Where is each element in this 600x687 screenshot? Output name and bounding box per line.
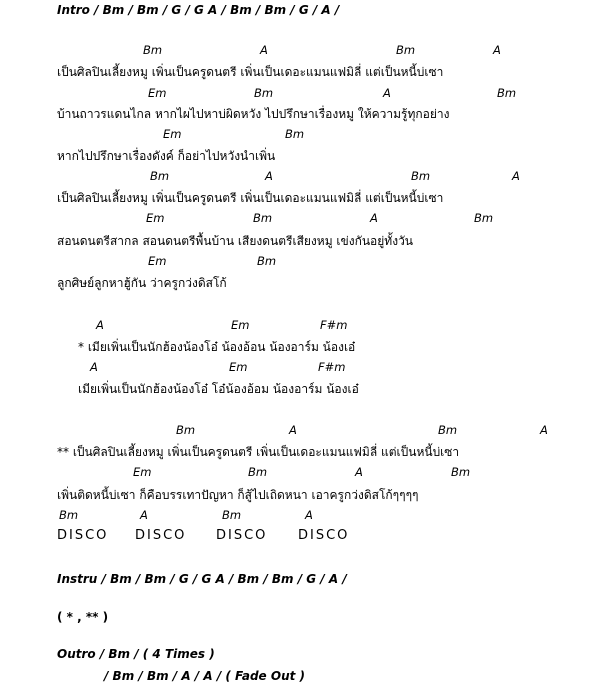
chord: Bm xyxy=(248,465,268,479)
chord: Bm xyxy=(143,43,163,57)
chord: Em xyxy=(163,127,182,141)
lyric-line: ลูกศิษย์ลูกหาฮู้กัน ว่าครูกว่งดิสโก้ xyxy=(57,276,227,290)
chord: A xyxy=(540,423,548,437)
chord: A xyxy=(260,43,268,57)
chord: Bm xyxy=(222,508,242,522)
disco-word: DISCO xyxy=(57,528,109,543)
chord: A xyxy=(493,43,501,57)
chord: Em xyxy=(148,86,167,100)
disco-word: DISCO xyxy=(216,528,268,543)
chord: Bm xyxy=(497,86,517,100)
chord: A xyxy=(305,508,313,522)
chord: Bm xyxy=(474,211,494,225)
lyric-line: บ้านถาวรแดนไกล หากไผไปหาบ่ผิดหวัง ไปปรึกษาเรื่องหมู ให้ความรู้ทุกอย่าง xyxy=(57,107,450,121)
chord: A xyxy=(512,169,520,183)
chord: Bm xyxy=(253,211,273,225)
chord: A xyxy=(96,318,104,332)
lyric-line: เป็นศิลปินเลี้ยงหมู เพิ่นเป็นครูดนตรี เพิ่นเป็นเดอะแมนแฟมิลี่ แต่เป็นหนี้บ่เซา xyxy=(57,65,444,79)
chord: Bm xyxy=(257,254,277,268)
lyric-line: เพิ่นติดหนี้บ่เซา ก็คือบรรเทาปัญหา ก็สู้ไปเถิดหนา เอาครูกว่งดิสโก้ๆๆๆๆ xyxy=(57,488,419,502)
chord: A xyxy=(355,465,363,479)
repeat-marker: ( * , ** ) xyxy=(57,610,109,624)
outro-line: Outro / Bm / ( 4 Times ) xyxy=(57,647,215,661)
chord: Bm xyxy=(59,508,79,522)
chord: Em xyxy=(148,254,167,268)
lyric-line: * เมียเพิ่นเป็นนักฮ้องน้องโอ๋ น้องอ้อน น้องอาร์ม น้องเอ๋ xyxy=(78,340,356,354)
instru-line: Instru / Bm / Bm / G / G A / Bm / Bm / G / A / xyxy=(57,572,347,586)
chord: A xyxy=(90,360,98,374)
chord: A xyxy=(383,86,391,100)
chord: F#m xyxy=(318,360,346,374)
chord: Bm xyxy=(411,169,431,183)
chord: Bm xyxy=(150,169,170,183)
chord: Em xyxy=(229,360,248,374)
chord: F#m xyxy=(320,318,348,332)
chord: A xyxy=(289,423,297,437)
chord: Em xyxy=(133,465,152,479)
lyric-line: หากไปปรึกษาเรื่องดังค์ ก็อย่าไปหวังนำเพิ่น xyxy=(57,149,276,163)
intro-line: Intro / Bm / Bm / G / G A / Bm / Bm / G / A / xyxy=(57,3,340,17)
chord: Bm xyxy=(285,127,305,141)
lyric-line: ** เป็นศิลปินเลี้ยงหมู เพิ่นเป็นครูดนตรี เพิ่นเป็นเดอะแมนแฟมิลี่ แต่เป็นหนี้บ่เซา xyxy=(57,445,460,459)
lyric-line: เมียเพิ่นเป็นนักฮ้องน้องโอ๋ โอ๋น้องอ้อม น้องอาร์ม น้องเอ๋ xyxy=(78,382,359,396)
chord: Bm xyxy=(396,43,416,57)
chord: Bm xyxy=(451,465,471,479)
chord: A xyxy=(140,508,148,522)
disco-word: DISCO xyxy=(298,528,350,543)
chord: Bm xyxy=(176,423,196,437)
disco-word: DISCO xyxy=(135,528,187,543)
chord: A xyxy=(370,211,378,225)
chord: Bm xyxy=(254,86,274,100)
chord: Em xyxy=(231,318,250,332)
outro-line-2: / Bm / Bm / A / A / ( Fade Out ) xyxy=(104,669,306,683)
lyric-line: เป็นศิลปินเลี้ยงหมู เพิ่นเป็นครูดนตรี เพิ่นเป็นเดอะแมนแฟมิลี่ แต่เป็นหนี้บ่เซา xyxy=(57,191,444,205)
lyric-line: สอนดนตรีสากล สอนดนตรีพื้นบ้าน เสียงดนตรีเสียงหมู เข่งกันอยู่ทั้งวัน xyxy=(57,234,414,248)
chord: Bm xyxy=(438,423,458,437)
chord: Em xyxy=(146,211,165,225)
chord: A xyxy=(265,169,273,183)
